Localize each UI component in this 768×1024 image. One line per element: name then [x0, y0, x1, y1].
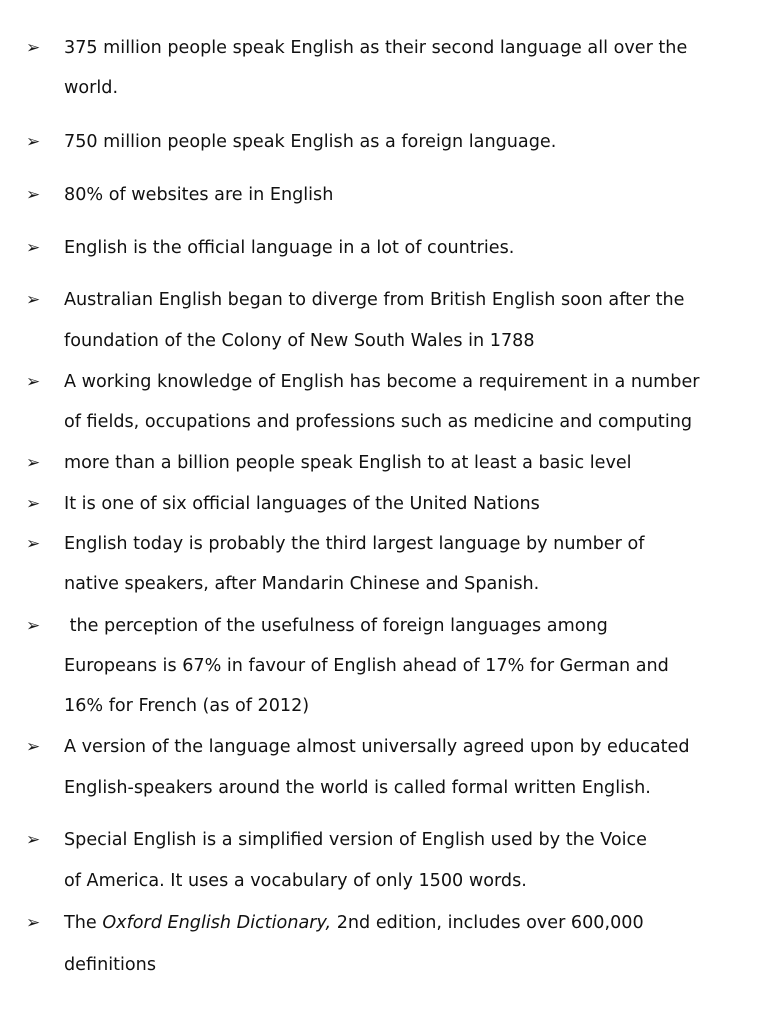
list-item-line: of fields, occupations and professions such as medicine and computing	[64, 412, 693, 432]
arrow-bullet-icon: ➢	[26, 830, 41, 850]
list-item-line: 375 million people speak English as their second language all over the	[64, 38, 688, 58]
arrow-bullet-icon: ➢	[26, 453, 41, 473]
list-item-line: 750 million people speak English as a foreign language.	[64, 132, 557, 152]
arrow-bullet-icon: ➢	[26, 616, 41, 636]
list-item-line	[64, 903, 644, 943]
list-item-line: world.	[64, 78, 119, 98]
list-item-line: definitions	[64, 955, 156, 975]
list-item-line: foundation of the Colony of New South Wales in 1788	[64, 331, 535, 351]
list-item-line: Special English is a simplified version of English used by the Voice	[64, 830, 647, 850]
arrow-bullet-icon: ➢	[26, 38, 41, 58]
list-item-line: English today is probably the third largest language by number of	[64, 534, 645, 554]
arrow-bullet-icon: ➢	[26, 737, 41, 757]
book-title: Oxford English Dictionary,	[102, 913, 332, 933]
text-run: 2nd edition, includes over 600,000	[331, 913, 644, 933]
list-item-line: of America. It uses a vocabulary of only 1500 words.	[64, 871, 527, 891]
list-item-line: native speakers, after Mandarin Chinese and Spanish.	[64, 574, 540, 594]
arrow-bullet-icon: ➢	[26, 132, 41, 152]
list-item-line: 80% of websites are in English	[64, 185, 334, 205]
list-item-line: English is the official language in a lot of countries.	[64, 238, 515, 258]
arrow-bullet-icon: ➢	[26, 913, 41, 933]
list-item-line: A version of the language almost universally agreed upon by educated	[64, 737, 690, 757]
arrow-bullet-icon: ➢	[26, 534, 41, 554]
list-item-line: more than a billion people speak English to at least a basic level	[64, 453, 632, 473]
list-item-line: Europeans is 67% in favour of English ahead of 17% for German and	[64, 656, 669, 676]
arrow-bullet-icon: ➢	[26, 185, 41, 205]
list-item-line: 16% for French (as of 2012)	[64, 696, 310, 716]
list-item-line: the perception of the usefulness of foreign languages among	[64, 616, 608, 636]
arrow-bullet-icon: ➢	[26, 372, 41, 392]
list-item-line: English-speakers around the world is called formal written English.	[64, 778, 651, 798]
arrow-bullet-icon: ➢	[26, 290, 41, 310]
text-run: The	[64, 913, 103, 933]
list-item-line: Australian English began to diverge from British English soon after the	[64, 290, 685, 310]
list-item-line: A working knowledge of English has become a requirement in a number	[64, 372, 700, 392]
arrow-bullet-icon: ➢	[26, 494, 41, 514]
list-item-line: It is one of six official languages of the United Nations	[64, 494, 540, 514]
arrow-bullet-icon: ➢	[26, 238, 41, 258]
